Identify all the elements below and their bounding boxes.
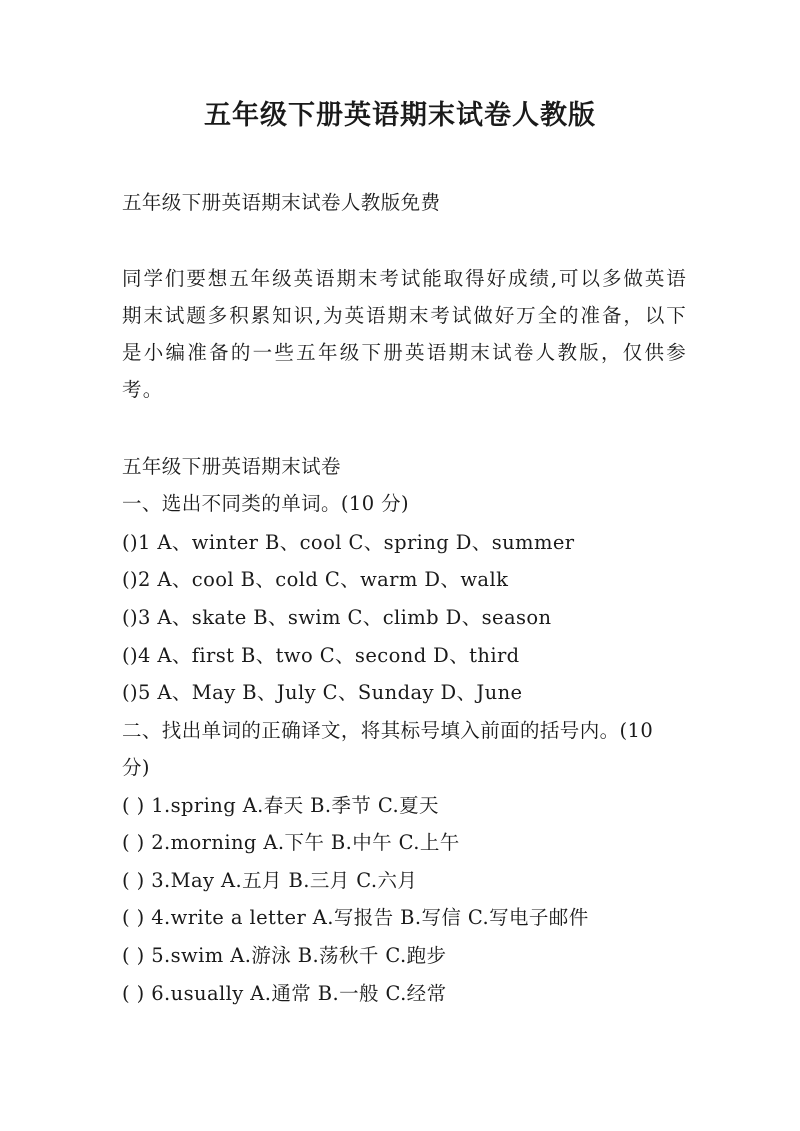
document-subtitle: 五年级下册英语期末试卷人教版免费 <box>122 191 441 214</box>
section2-question-5: ( ) 5.swim A.游泳 B.荡秋千 C.跑步 <box>122 944 447 967</box>
section2-heading: 二、找出单词的正确译文，将其标号填入前面的括号内。(10 <box>122 719 654 742</box>
section1-question-4: ()4 A、first B、two C、second D、third <box>122 644 520 667</box>
section2-question-2: ( ) 2.morning A.下午 B.中午 C.上午 <box>122 831 460 854</box>
section2-question-6: ( ) 6.usually A.通常 B.一般 C.经常 <box>122 982 447 1005</box>
section1-question-2: ()2 A、cool B、cold C、warm D、walk <box>122 568 509 591</box>
section2-question-4: ( ) 4.write a letter A.写报告 B.写信 C.写电子邮件 <box>122 906 589 929</box>
section2-question-1: ( ) 1.spring A.春天 B.季节 C.夏天 <box>122 794 439 817</box>
section1-question-1: ()1 A、winter B、cool C、spring D、summer <box>122 531 575 554</box>
section1-heading: 一、选出不同类的单词。(10 分) <box>122 492 410 515</box>
exam-title: 五年级下册英语期末试卷 <box>122 455 341 478</box>
section2-heading-continued: 分) <box>122 756 150 779</box>
section1-question-3: ()3 A、skate B、swim C、climb D、season <box>122 606 552 629</box>
section2-question-3: ( ) 3.May A.五月 B.三月 C.六月 <box>122 869 418 892</box>
section1-question-5: ()5 A、May B、July C、Sunday D、June <box>122 681 523 704</box>
document-title: 五年级下册英语期末试卷人教版 <box>204 100 596 131</box>
intro-paragraph: 同学们要想五年级英语期末考试能取得好成绩,可以多做英语期末试题多积累知识,为英语期末考试做好万全的准备，以下是小编准备的一些五年级下册英语期末试卷人教版，仅供参考。 <box>122 267 687 401</box>
